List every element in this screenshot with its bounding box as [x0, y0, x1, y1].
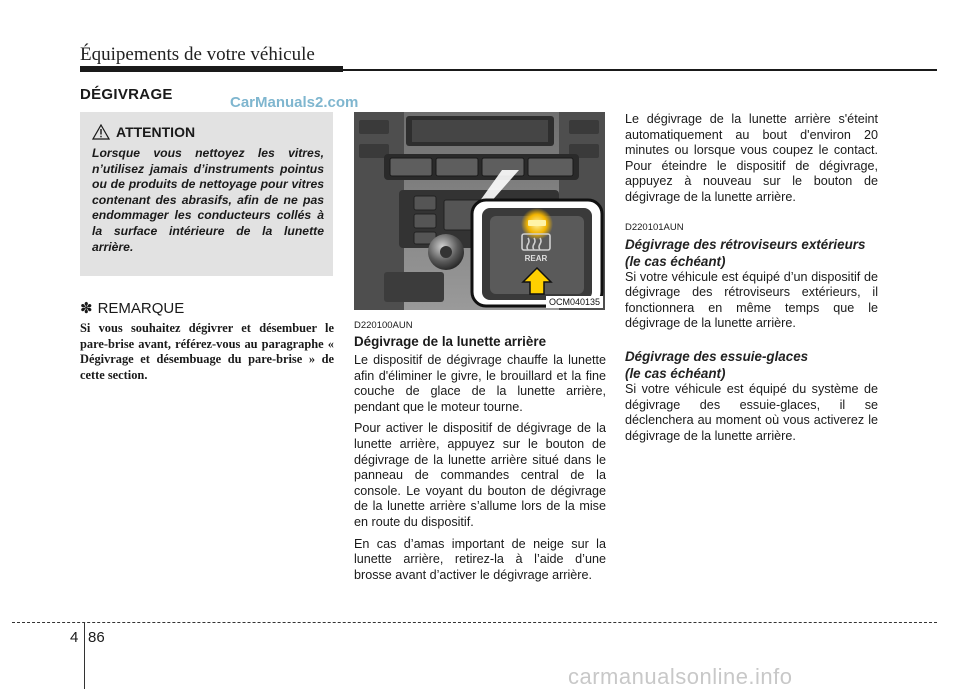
section-code: D220100AUN	[354, 320, 413, 331]
remarque-star-icon: ✽	[80, 300, 93, 317]
paragraph: Pour activer le dispositif de dégivrage de la lunette arrière, appuyez sur le bouton de dégivrage de la lunette arrière situé dans le panneau de commandes central de la console. Le voyant du bouton de dégivrage de la lunette arrière s’allume lors de la mise en route du dispositif.	[354, 421, 606, 529]
attention-body: Lorsque vous nettoyez les vitres, n’utilisez jamais d’instruments pointus ou de produits de nettoyage pour vitres contenant des abrasifs, afin de ne pas endommager les conducteurs collés à la surface intérieure de la lunette arrière.	[92, 146, 324, 254]
console-photo	[354, 112, 605, 310]
column-rear-defrost	[354, 320, 606, 589]
footer-rule	[12, 622, 937, 623]
section-code: D220101AUN	[625, 221, 684, 233]
page-header-title: Équipements de votre véhicule	[80, 44, 315, 65]
remarque-title: REMARQUE	[97, 299, 185, 317]
paragraph: Si votre véhicule est équipé d’un dispositif de dégivrage des rétroviseurs extérieurs, il fonctionnera en même temps que le dégivrage de la lunette arrière.	[625, 269, 878, 331]
page-number: 86	[88, 629, 105, 646]
subtitle-wipers: Dégivrage des essuie-glaces	[625, 348, 809, 364]
attention-header	[92, 122, 324, 142]
subtitle-mirrors-optional: (le cas échéant)	[625, 253, 726, 269]
console-illustration	[354, 112, 605, 310]
watermark-top: CarManuals2.com	[230, 94, 359, 111]
subtitle-rear-window: Dégivrage de la lunette arrière	[354, 334, 547, 349]
remarque-heading	[80, 299, 184, 317]
attention-label: ATTENTION	[116, 124, 196, 140]
header-rule-thick	[80, 66, 343, 72]
header-rule-thin	[343, 69, 937, 71]
warning-triangle-icon	[92, 124, 110, 140]
chapter-number: 4	[70, 629, 79, 646]
subtitle-wipers-optional: (le cas échéant)	[625, 365, 726, 381]
paragraph: Si votre véhicule est équipé du système de dégivrage des essuie-glaces, il se déclenchera au moment où vous activerez le dégivrage de la lunette arrière.	[625, 381, 878, 443]
column-continued	[625, 112, 878, 450]
rear-button-label: REAR	[524, 254, 548, 263]
section-title: DÉGIVRAGE	[80, 86, 173, 103]
paragraph: Le dégivrage de la lunette arrière s'éteint automatiquement au bout d'environ 20 minutes ou lorsque vous coupez le contact. Pour éteindre le dispositif de dégivrage, appuyez à nouveau sur le bouton de dégivrage de la lunette arrière.	[625, 112, 878, 204]
paragraph: En cas d’amas important de neige sur la lunette arrière, retirez-la à l’aide d’une brosse avant d’activer le dégivrage arrière.	[354, 536, 606, 582]
attention-box	[80, 112, 333, 276]
remarque-body: Si vous souhaitez dégivrer et désembuer le pare-brise avant, référez-vous au paragraphe « Dégivrage et désembuage du pare-brise » de cette section.	[80, 321, 334, 382]
watermark-bottom: carmanualsonline.info	[568, 664, 793, 689]
footer-divider	[84, 622, 85, 689]
subtitle-mirrors: Dégivrage des rétroviseurs extérieurs	[625, 236, 866, 252]
photo-code: OCM040135	[546, 296, 603, 308]
paragraph: Le dispositif de dégivrage chauffe la lunette afin d'éliminer le givre, le brouillard et la fine couche de glace de la lunette arrière, pendant que le moteur tourne.	[354, 353, 606, 414]
